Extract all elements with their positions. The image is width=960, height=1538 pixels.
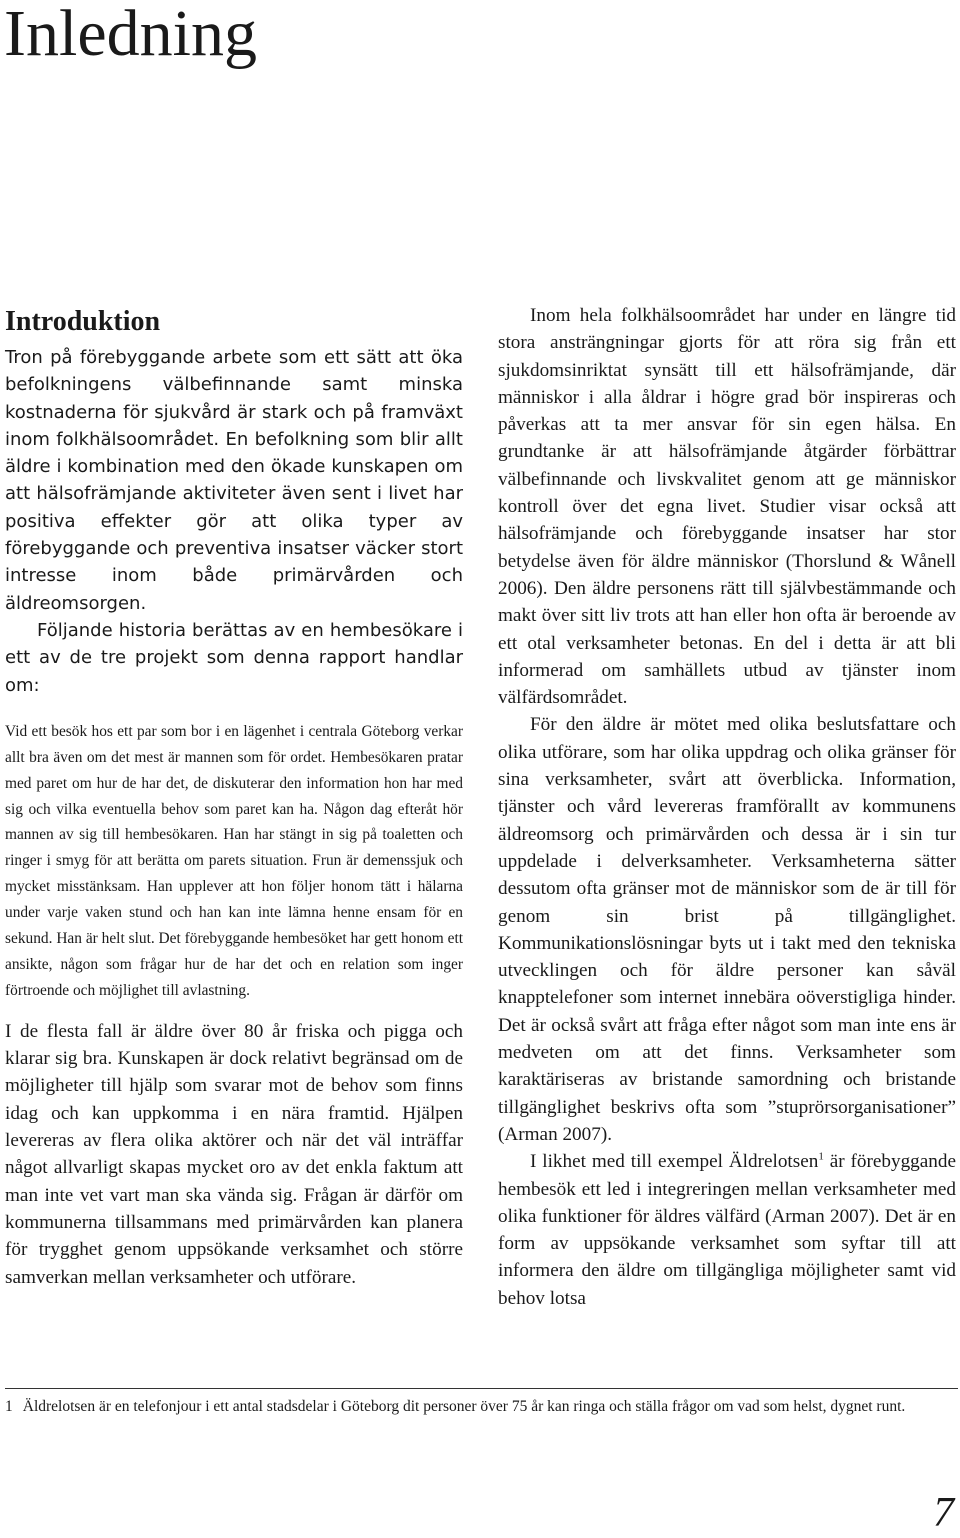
intro-paragraph [5, 344, 463, 699]
body-paragraph-right-3 [498, 1148, 956, 1312]
left-column [5, 302, 463, 1291]
body-paragraph-right-1: Inom hela folkhälsoområdet har under en längre tid stora ansträngningar gjorts för att röra sig från ett sjukdomsinriktat synsätt till ett hälsofrämjande, där människor i alla åldrar i högre grad bör inspireras och påverkas att ta mer ansvar för sin egen hälsa. En grundtanke är att hälsofrämjande åtgärder förbättrar välbefinnande och livskvalitet genom att ge människor kontroll över det egna livet. Studier visar också att hälsofrämjande och förebyggande insatser har stor betydelse även för äldre människor (Thorslund & Wånell 2006). Den äldre personens rätt till självbestämmande och makt över sitt liv trots att han eller hon ofta är beroende av ett otal verksamheter betonas. En del i detta är att bli informerad om samhällets utbud av tjänster inom välfärdsområdet. [498, 305, 956, 709]
intro-paragraph-2: Följande historia berättas av en hembesökare i ett av de tre projekt som denna rapport handlar om: [5, 619, 463, 696]
section-heading: Introduktion [5, 306, 161, 337]
footnote [5, 1394, 956, 1420]
intro-paragraph-1: Tron på förebyggande arbete som ett sätt att öka befolkningens välbefinnande samt minska kostnaderna för sjukvård är stark och på framväxt inom folkhälsoområdet. En befolkning som blir allt äldre i kombination med den ökade kunskapen om att hälsofrämjande aktiviteter även sent i livet har positiva effekter gör att olika typer av förebyggande och preventiva insatser väcker stort intresse inom både primärvården och äldreomsorgen. [5, 347, 463, 614]
chapter-title: Inledning [4, 0, 257, 70]
footnote-reference[interactable]: 1 [818, 1150, 824, 1163]
footnote-marker: 1 [5, 1398, 13, 1415]
footnote-text: Äldrelotsen är en telefonjour i ett antal stadsdelar i Göteborg dit personer över 75 år kan ringa och ställa frågor om vad som helst, dygnet runt. [22, 1398, 906, 1415]
body-paragraph-left: I de flesta fall är äldre över 80 år friska och pigga och klarar sig bra. Kunskapen är dock relativt begränsad om de möjligheter till hjälp som svarar mot de behov som finns idag och kan uppkomma i en nära framtid. Hjälpen levereras av flera olika aktörer och när det väl inträffar något allvarligt skapas mycket oro av det enkla faktum att man inte vet vart man ska vända sig. Frågan är därför om kommunerna tillsammans med primärvården kan planera för trygghet genom uppsökande verksamhet och större samverkan mellan verksamheter och utförare. [5, 1020, 463, 1288]
right-column [498, 302, 956, 1312]
paragraph-3-end: är förebyggande hembesök ett led i integreringen mellan verksamheter med olika funktioner för äldres välfärd (Arman 2007). Det är en form av uppsökande verksamhet som syftar till att informera den äldre om tillgängliga möjligheter samt vid behov lotsa [498, 1151, 956, 1309]
footnote-divider [5, 1388, 958, 1389]
paragraph-3-start: I likhet med till exempel Äldrelotsen [530, 1151, 819, 1173]
page-number: 7 [933, 1490, 954, 1536]
story-quote: Vid ett besök hos ett par som bor i en lägenhet i centrala Göteborg verkar allt bra även om det mest är mannen som för ordet. Hembesökaren pratar med paret om hur de har det, de diskuterar den information hon har med sig och vilka eventuella behov som paret kan ha. Någon dag efteråt hör mannen av sig till hembesökaren. Han har stängt in sig på toaletten och ringer i smyg för att berätta om parets situation. Frun är demenssjuk och mycket misstänksam. Han upplever att hon följer honom tätt i hälarna under varje vaken stund och han kan inte lämna henne ensam för en sekund. Han är helt slut. Det förebyggande hembesöket har gett honom ett ansikte, någon som frågar hur de har det och en relation som inger förtroende och möjlighet till avlastning. [5, 722, 463, 999]
body-paragraph-right-2: För den äldre är mötet med olika beslutsfattare och olika utförare, som har olika uppdrag och olika gränser för sina verksamheter, svårt att överblicka. Information, tjänster och vård levereras framförallt av kommunens äldreomsorg och primärvården och dessa är i sin tur uppdelade i delverksamheter. Verksamheterna sätter dessutom ofta gränser mot de människor som de är till för genom sin brist på tillgänglighet. Kommunikationslösningar byts ut i takt med den tekniska utvecklingen och för äldre personer kan såväl knapptelefoner som internet innebära oöverstigliga hinder. Det är också svårt att fråga efter något som man inte ens är medveten om att det finns. Verksamheter som karaktäriseras av bristande samordning och bristande tillgänglighet beskrivs ofta som ”stuprörsorganisationer” (Arman 2007). [498, 714, 956, 1145]
